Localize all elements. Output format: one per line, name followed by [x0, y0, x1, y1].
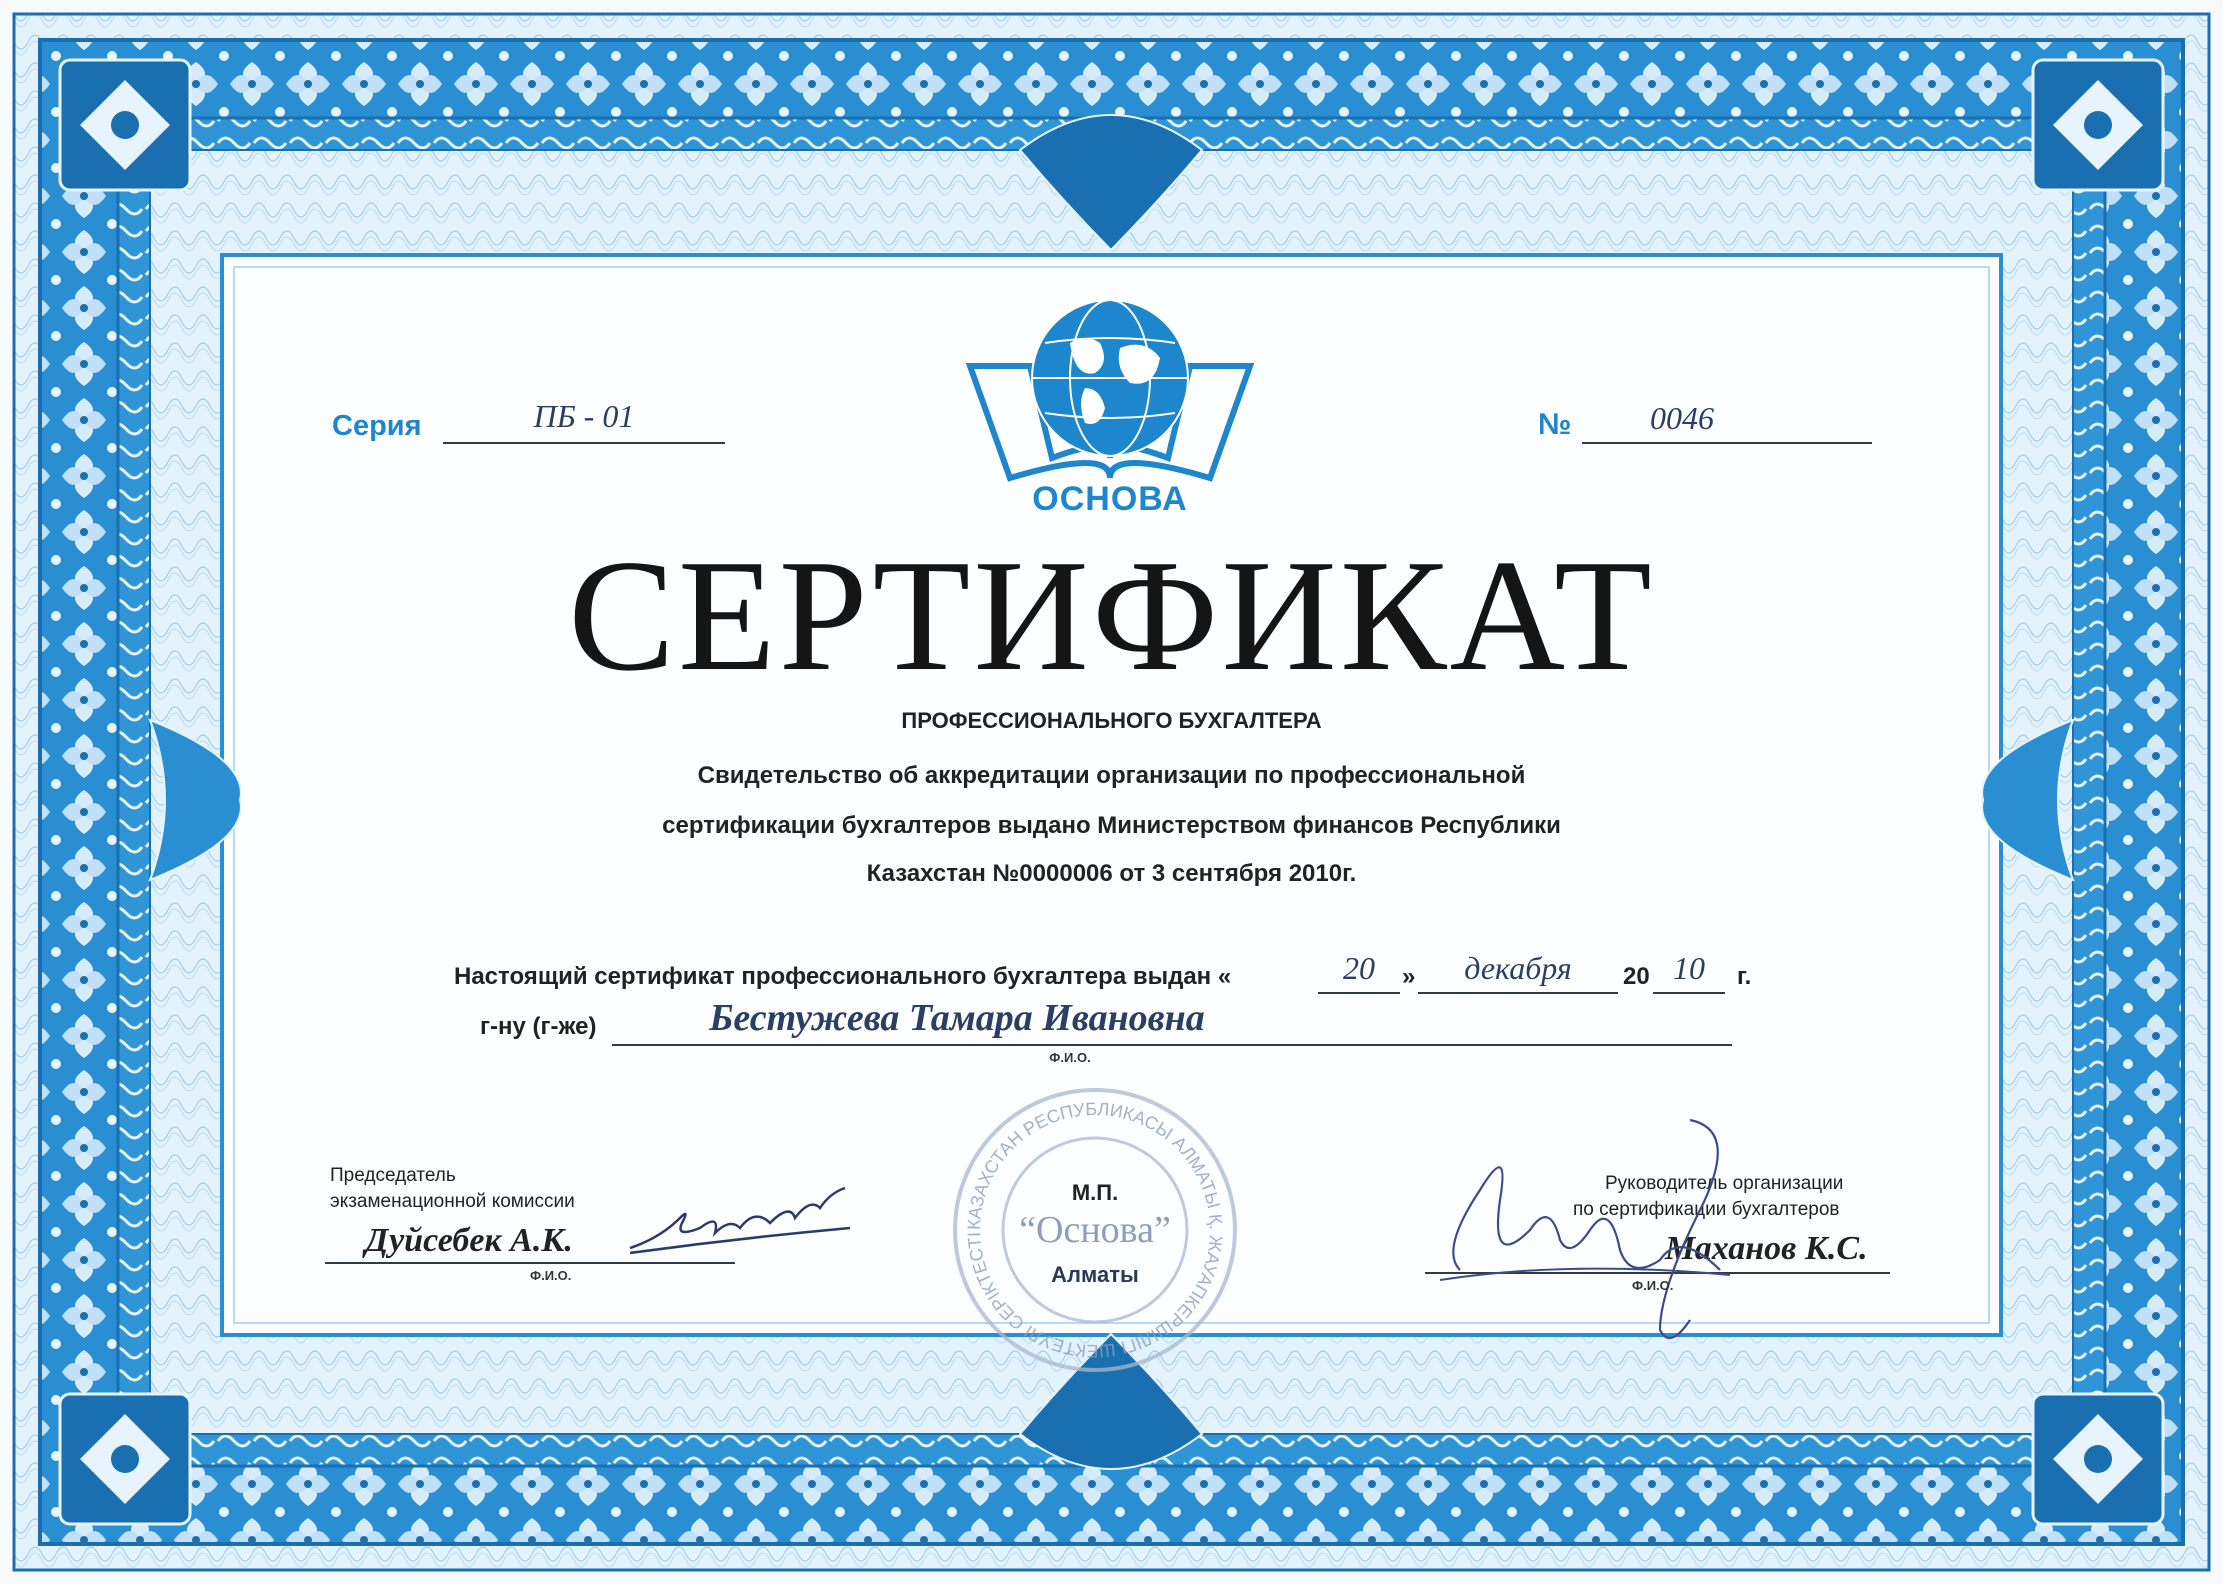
- head-caption: Ф.И.О.: [1632, 1278, 1674, 1293]
- chairman-signature: [620, 1178, 860, 1268]
- number-underline: [1582, 442, 1872, 444]
- recipient-underline: [612, 1044, 1732, 1046]
- issue-year-suffix: 10: [1673, 950, 1705, 986]
- number-value: 0046: [1650, 400, 1714, 436]
- series-underline: [443, 442, 725, 444]
- chairman-caption: Ф.И.О.: [530, 1268, 572, 1283]
- logo: [960, 288, 1260, 528]
- certificate-subtitle: ПРОФЕССИОНАЛЬНОГО БУХГАЛТЕРА: [901, 708, 1322, 733]
- recipient-caption: Ф.И.О.: [1049, 1050, 1091, 1065]
- logo-brand-text: ОСНОВА: [1032, 480, 1188, 518]
- seal-ring-text: КАЗАХСТАН РЕСПУБЛИКАСЫ АЛМАТЫ Қ. ЖАУАПКЕРШІЛІГІ ШЕКТЕУЛІ СЕРІКТЕСТІ: [963, 1098, 1227, 1362]
- issue-year-unit: г.: [1737, 963, 1752, 990]
- series-value: ПБ - 01: [533, 398, 635, 434]
- number-label: №: [1538, 408, 1572, 441]
- chairman-name: Дуйсебек А.К.: [365, 1222, 573, 1259]
- seal-city: Алматы: [1051, 1262, 1139, 1287]
- seal-mp: М.П.: [1071, 1180, 1119, 1205]
- issue-month: декабря: [1464, 950, 1572, 986]
- head-name: Маханов К.С.: [1665, 1230, 1868, 1267]
- head-signature: [1420, 1110, 1750, 1350]
- issue-year-underline: [1653, 992, 1725, 994]
- chairman-title-1: Председатель: [330, 1165, 456, 1186]
- accreditation-line-1: Свидетельство об аккредитации организации по профессиональной: [697, 762, 1526, 789]
- chairman-title-2: экзаменационной комиссии: [330, 1191, 575, 1212]
- recipient-name: Бестужева Тамара Ивановна: [709, 997, 1205, 1039]
- issue-year-prefix: 20: [1623, 963, 1650, 990]
- seal-name: “Основа”: [1019, 1209, 1171, 1251]
- accreditation-line-2: сертификации бухгалтеров выдано Министерством финансов Республики: [662, 812, 1561, 839]
- certificate-title: СЕРТИФИКАТ: [568, 526, 1655, 704]
- issue-month-underline: [1418, 992, 1618, 994]
- issue-prefix: Настоящий сертификат профессионального бухгалтера выдан «: [454, 963, 1232, 990]
- globe-book-logo-icon: [960, 288, 1260, 488]
- issue-quote-close: »: [1402, 963, 1416, 990]
- issue-day-underline: [1318, 992, 1400, 994]
- issue-day: 20: [1343, 950, 1375, 986]
- head-title-2: по сертификации бухгалтеров: [1573, 1199, 1840, 1220]
- head-title-1: Руководитель организации: [1605, 1173, 1844, 1194]
- accreditation-line-3: Казахстан №0000006 от 3 сентября 2010г.: [866, 860, 1357, 887]
- recipient-label: г-ну (г-же): [480, 1013, 597, 1040]
- series-label: Серия: [332, 410, 422, 442]
